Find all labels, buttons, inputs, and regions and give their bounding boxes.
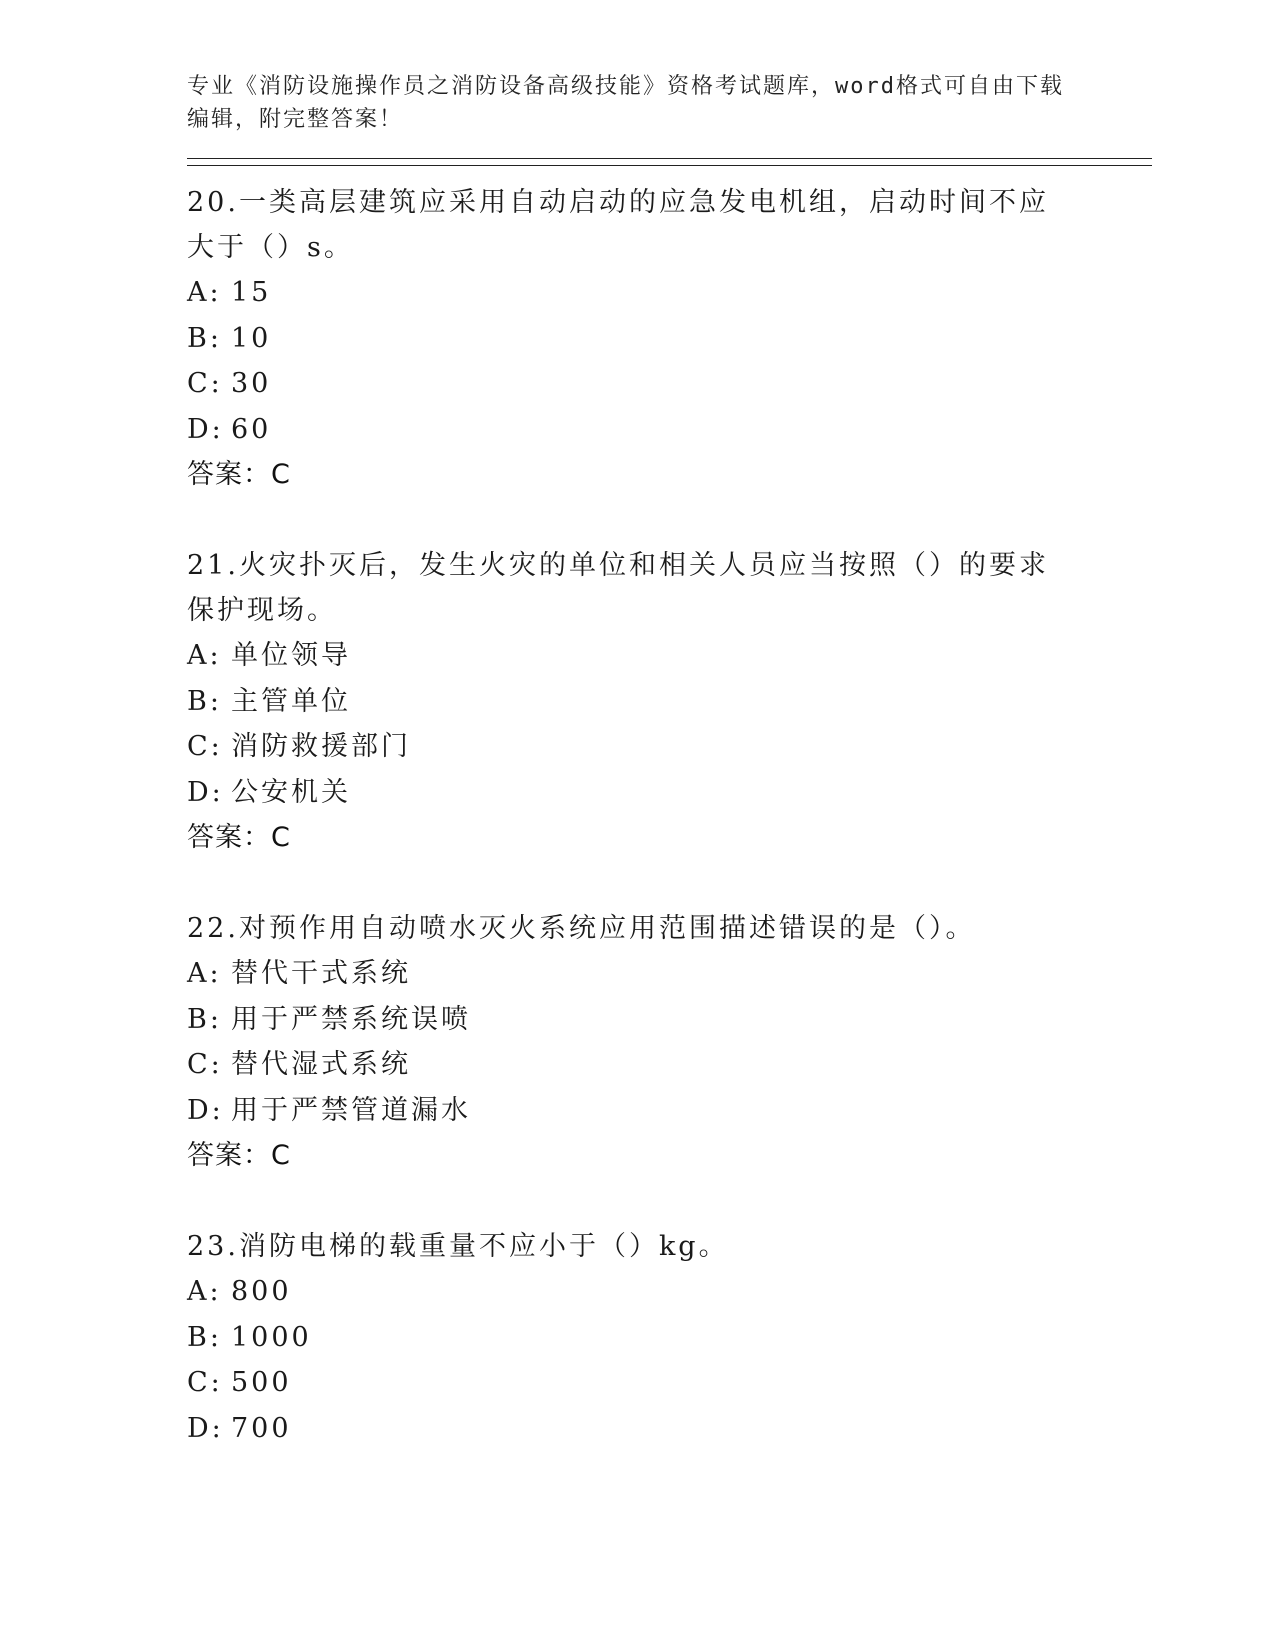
option-text: 替代干式系统 [231, 958, 411, 989]
option-text: 500 [231, 1367, 292, 1398]
option-key: B: [187, 1321, 222, 1353]
option-d [187, 770, 1152, 816]
document-header: 专业《消防设施操作员之消防设备高级技能》资格考试题库，word格式可自由下载编辑，附完整答案！ [187, 74, 1064, 132]
option-a [187, 1269, 1152, 1315]
option-text: 700 [231, 1412, 292, 1444]
option-text: 30 [231, 368, 272, 399]
option-key: B: [187, 685, 222, 717]
option-text: 10 [231, 322, 272, 354]
option-c [187, 361, 1152, 407]
answer-line: 答案：C [187, 1140, 291, 1171]
question-20 [187, 180, 1152, 497]
option-key: C: [187, 1049, 223, 1080]
question-23 [187, 1224, 1152, 1451]
option-text: 800 [231, 1276, 292, 1307]
option-text: 主管单位 [231, 685, 351, 717]
option-key: A: [187, 958, 222, 989]
option-key: C: [187, 1367, 223, 1398]
option-key: A: [187, 1276, 222, 1307]
option-text: 用于严禁管道漏水 [231, 1094, 471, 1126]
option-text: 60 [231, 413, 272, 445]
option-key: B: [187, 322, 222, 354]
option-text: 1000 [231, 1321, 312, 1353]
question-stem: 20.一类高层建筑应采用自动启动的应急发电机组，启动时间不应大于（）s。 [187, 187, 1049, 263]
option-d [187, 407, 1152, 453]
answer-line: 答案：C [187, 459, 291, 490]
question-22 [187, 906, 1152, 1178]
question-21 [187, 543, 1152, 860]
answer-line: 答案：C [187, 822, 291, 853]
question-stem: 21.火灾扑灭后，发生火灾的单位和相关人员应当按照（）的要求保护现场。 [187, 550, 1049, 626]
option-text: 替代湿式系统 [231, 1049, 411, 1080]
option-text: 用于严禁系统误喷 [231, 1003, 471, 1035]
option-c [187, 724, 1152, 770]
option-key: D: [187, 776, 224, 808]
option-key: D: [187, 1094, 224, 1126]
option-key: D: [187, 1412, 224, 1444]
option-d [187, 1406, 1152, 1452]
option-key: C: [187, 731, 223, 762]
header-divider [187, 158, 1152, 166]
option-text: 公安机关 [231, 776, 351, 808]
option-b [187, 1315, 1152, 1361]
question-stem: 23.消防电梯的载重量不应小于（）kg。 [187, 1231, 729, 1262]
document-page [187, 70, 1152, 1451]
option-key: A: [187, 277, 222, 308]
option-key: A: [187, 640, 222, 671]
option-text: 15 [231, 277, 272, 308]
option-text: 消防救援部门 [231, 731, 411, 762]
option-b [187, 997, 1152, 1043]
question-stem: 22.对预作用自动喷水灭火系统应用范围描述错误的是（）。 [187, 913, 976, 944]
option-a [187, 270, 1152, 316]
option-a [187, 633, 1152, 679]
option-b [187, 679, 1152, 725]
option-key: C: [187, 368, 223, 399]
option-b [187, 316, 1152, 362]
option-key: D: [187, 413, 224, 445]
option-text: 单位领导 [231, 640, 351, 671]
option-a [187, 951, 1152, 997]
option-c [187, 1360, 1152, 1406]
option-d [187, 1088, 1152, 1134]
option-c [187, 1042, 1152, 1088]
option-key: B: [187, 1003, 222, 1035]
